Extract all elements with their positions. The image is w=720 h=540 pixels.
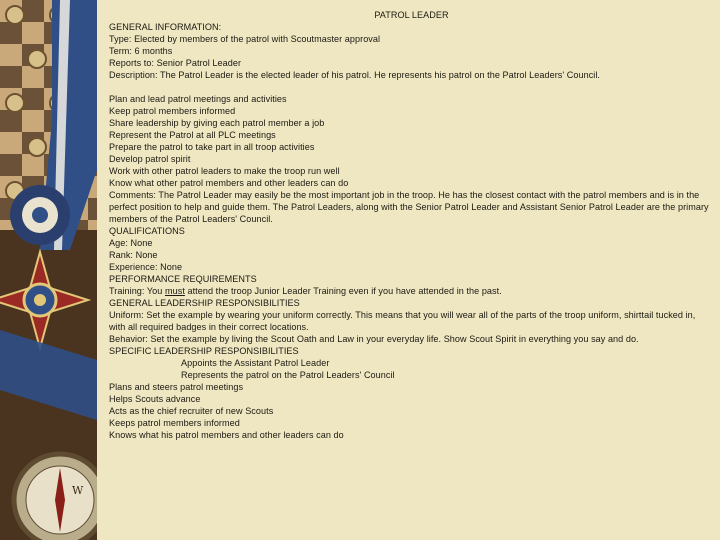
uniform-paragraph: Uniform: Set the example by wearing your uniform correctly. This means that you will wear all of the parts of the troop uniform, shirttail tucked in, with all required badges in their correct locations.: [109, 310, 696, 332]
reports-to-line: Reports to: Senior Patrol Leader: [109, 58, 242, 68]
age-line: Age: None: [109, 238, 153, 248]
medal-compass-illustration: [0, 0, 97, 540]
specific-item: Plans and steers patrol meetings: [109, 382, 244, 392]
duty-item: Work with other patrol leaders to make the troop run well: [109, 166, 340, 176]
specific-leadership-heading: SPECIFIC LEADERSHIP RESPONSIBILITIES: [109, 346, 299, 356]
general-information-heading: GENERAL INFORMATION:: [109, 22, 222, 32]
decorative-medal-panel: [0, 0, 97, 540]
training-line: [109, 285, 714, 297]
rank-line: Rank: None: [109, 250, 158, 260]
behavior-line: Behavior: Set the example by living the Scout Oath and Law in your everyday life. Show Scout Spirit in everything you say and do.: [109, 334, 639, 344]
duty-item: Share leadership by giving each patrol member a job: [109, 118, 325, 128]
duty-item: Develop patrol spirit: [109, 154, 191, 164]
document-body: [109, 9, 714, 441]
page-title: PATROL LEADER: [374, 10, 449, 20]
training-emphasis: must: [164, 286, 185, 296]
training-prefix: Training: You: [109, 286, 165, 296]
duty-item: Represent the Patrol at all PLC meetings: [109, 130, 276, 140]
specific-item: Helps Scouts advance: [109, 394, 201, 404]
experience-line: Experience: None: [109, 262, 183, 272]
specific-item: Keeps patrol members informed: [109, 418, 240, 428]
specific-item: Knows what his patrol members and other leaders can do: [109, 430, 344, 440]
description-line: Description: The Patrol Leader is the elected leader of his patrol. He represents his patrol on the Patrol Leaders' Council.: [109, 70, 601, 80]
general-leadership-heading: GENERAL LEADERSHIP RESPONSIBILITIES: [109, 298, 300, 308]
term-line: Term: 6 months: [109, 46, 173, 56]
duty-item: Prepare the patrol to take part in all troop activities: [109, 142, 315, 152]
comments-paragraph: Comments: The Patrol Leader may easily be the most important job in the troop. He has the closest contact with the patrol members and is in the perfect position to help and guide them. The Patrol Leaders, along with the Senior Patrol Leader and Assistant Senior Patrol Leader are the primary members of the Patrol Leaders' Council.: [109, 190, 709, 224]
duty-item: Know what other patrol members and other leaders can do: [109, 178, 349, 188]
qualifications-heading: QUALIFICATIONS: [109, 226, 185, 236]
svg-text:W: W: [72, 484, 84, 497]
specific-indented-item: Appoints the Assistant Patrol Leader: [181, 358, 330, 368]
performance-requirements-heading: PERFORMANCE REQUIREMENTS: [109, 274, 257, 284]
specific-indented-item: Represents the patrol on the Patrol Leaders' Council: [181, 370, 395, 380]
duty-item: Keep patrol members informed: [109, 106, 236, 116]
type-line: Type: Elected by members of the patrol with Scoutmaster approval: [109, 34, 381, 44]
specific-item: Acts as the chief recruiter of new Scouts: [109, 406, 274, 416]
training-suffix: attend the troop Junior Leader Training even if you have attended in the past.: [184, 286, 502, 296]
duty-item: Plan and lead patrol meetings and activities: [109, 94, 287, 104]
